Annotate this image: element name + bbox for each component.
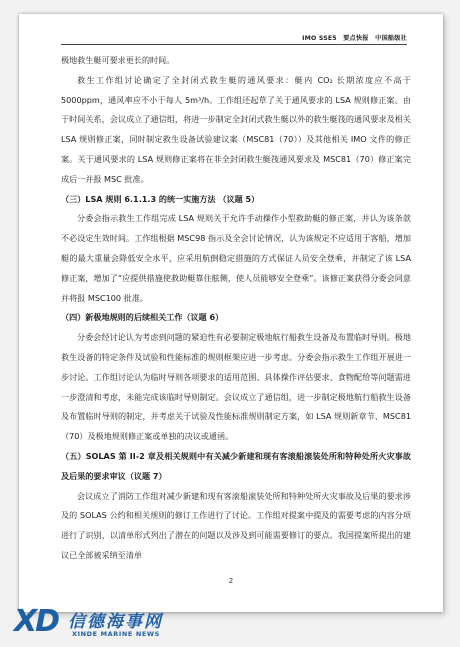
paragraph: 会议成立了消防工作组对减少新建和现有客滚船滚装处所和特种处所火灾事故及后果的要求涉及的 SOLAS 公约和相关规则的修订工作进行了讨论。工作组对提案中提及的需要考虑的内容分项进行了识别，以清单形式列出了潜在的问题以及涉及到可能需要修订的要点。我国提案所提出的建议已全部被采纳至清单 bbox=[61, 490, 411, 560]
header-journal: IMO SSE5 bbox=[302, 35, 337, 42]
watermark-logo bbox=[14, 606, 204, 642]
page-number: 2 bbox=[228, 577, 234, 585]
document-body bbox=[61, 51, 411, 566]
paragraph: 分委会经讨论认为考虑到问题的紧迫性有必要制定极地航行船救生设备及布置临时导则。极地救生设备的特定条件及试验和性能标准的规则框架应进一步考虑。分委会指示救生工作组开展进一步讨论。工作组讨论认为临时导则各项要求的适用范围、具体操作评估要求、食物配给等问题需进一步澄清和考虑，未能完成该临时导则制定。会议成立了通信组，进一步制定极地航行船救生设备及布置临时导则的制定，并考虑关于试验及性能标准规则制定方案，如 LSA 规则新章节、MSC81（70）及极地规则修正案或单独的决议或通函。 bbox=[61, 332, 411, 442]
logo-mark: XD bbox=[14, 604, 59, 639]
section-heading: （三）LSA 规则 6.1.1.3 的统一实施方法 （议题 5） bbox=[61, 193, 260, 204]
header-rule bbox=[61, 44, 407, 45]
section-heading: （五）SOLAS 第 II-2 章及相关规则中有关减少新建和现有客滚船滚装处所和特种处所火灾事故及后果的要求审议（议题 7） bbox=[61, 450, 411, 481]
logo-name-en: XINDE MARINE NEWS bbox=[72, 630, 160, 638]
paragraph: 分委会指示救生工作组完成 LSA 规则关于允许手动操作小型救助艇的修正案，并认为该条款不必设定生效时间。工作组根据 MSC98 指示及全会讨论情况，认为该规定不应适用于客船，增加艇的最大重量会降低安全水平，应采用航倒稳定措施的方式保证人员安全登乘，并制定了该 LSA 修正案，增加了“应提供措施使救助艇靠住舷侧，使人员能够安全登乘”。该修正案获得分委会同意并将报 MSC100 批准。 bbox=[61, 213, 411, 303]
page-header bbox=[302, 33, 407, 42]
document-page bbox=[19, 14, 443, 612]
section-heading: （四）新极地规则的后续相关工作（议题 6） bbox=[61, 312, 224, 323]
logo-name-cn: 信德海事网 bbox=[68, 612, 163, 632]
paragraph: 极地救生艇可要求更长的时间。 bbox=[61, 55, 175, 65]
header-section: 要点快报 bbox=[343, 35, 369, 42]
header-org: 中国船级社 bbox=[375, 35, 407, 42]
paragraph: 救生工作组讨论确定了全封闭式救生艇的通风要求：艇内 CO₂ 长期浓度应不高于 5000ppm，通风率应不小于每人 5m³/h。工作组还起草了关于通风要求的 LSA 规则修正案。由于时间关系，会议成立了通信组，将进一步制定全封闭式救生艇以外的救生艇筏的通风要求及相关 LSA 规则修正案，同时制定救生设备试验建议案（MSC81（70））及其他相关 IMO 文件的修正案。关于通风要求的 LSA 规则修正案将在非全封闭救生艇筏通风要求及 MSC81（70）修正案完成后一并报 MSC 批准。 bbox=[61, 74, 411, 184]
